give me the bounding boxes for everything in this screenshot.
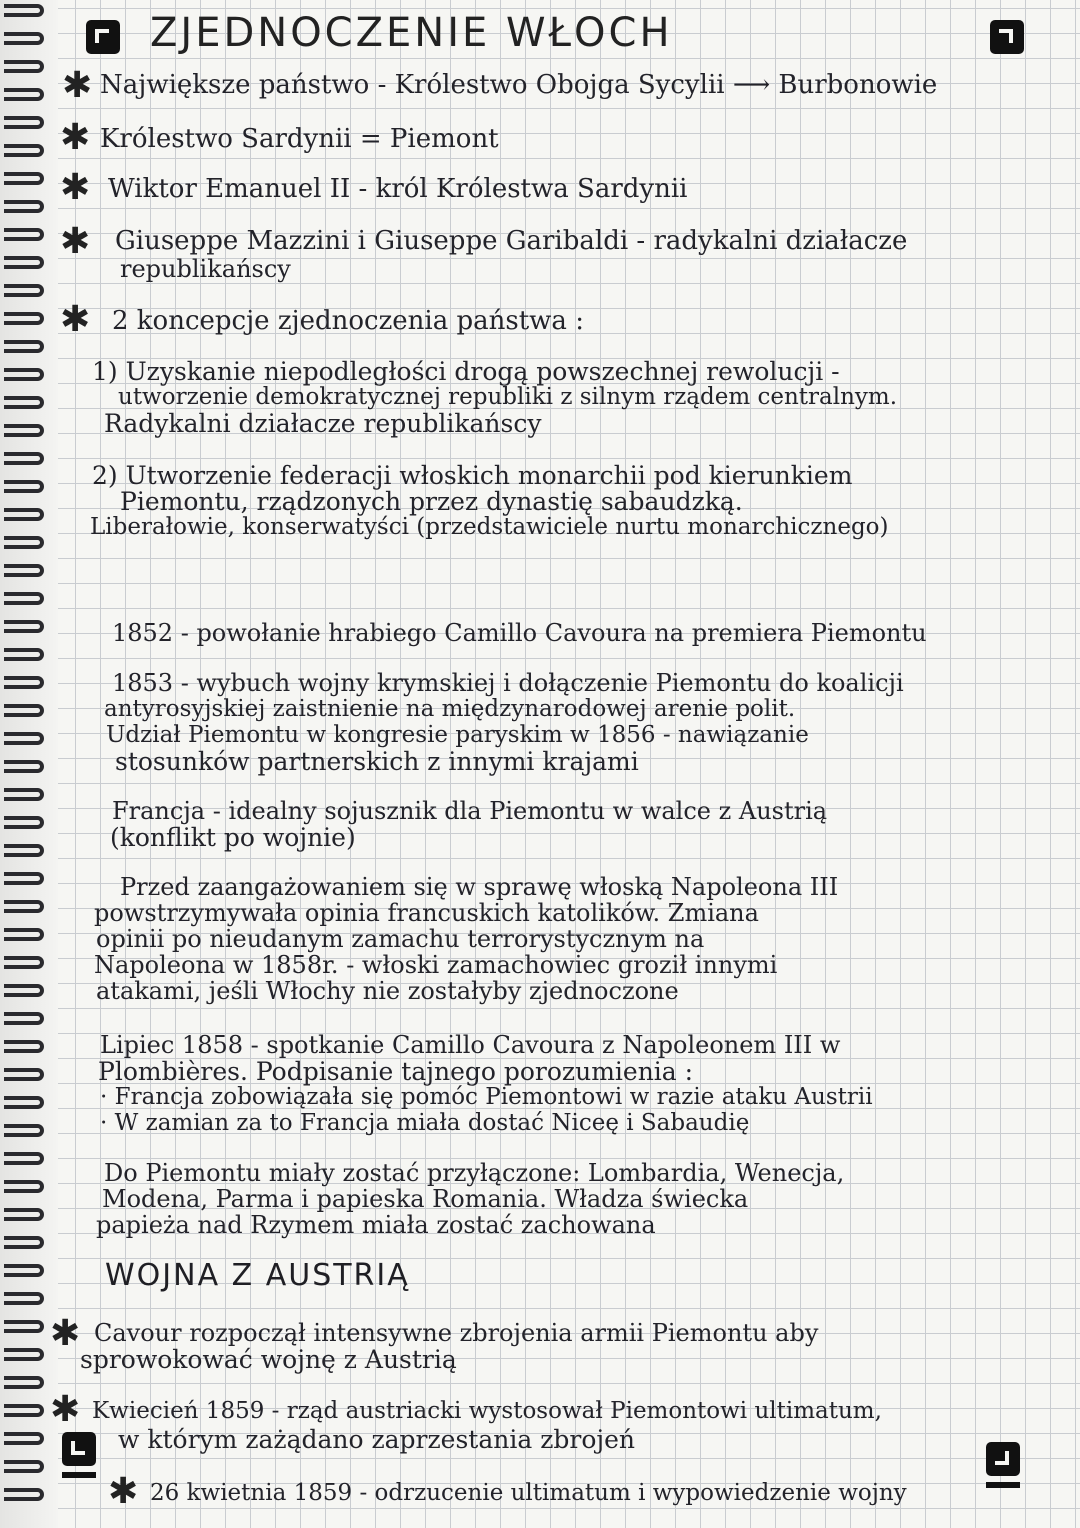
spiral-ring [4,928,44,941]
spiral-ring [4,816,44,829]
spiral-ring [4,788,44,801]
spiral-ring [4,256,44,269]
spiral-ring [4,1488,44,1501]
scan-corner-bar-bottom-left [62,1472,96,1478]
spiral-ring [4,956,44,969]
note-line: 26 kwietnia 1859 - odrzucenie ultimatum i wypowiedzenie wojny [150,1480,907,1506]
note-line: utworzenie demokratycznej republiki z silnym rządem centralnym. [118,384,898,410]
spiral-ring [4,88,44,101]
note-line: atakami, jeśli Włochy nie zostałyby zjednoczone [96,977,679,1005]
spiral-ring [4,396,44,409]
note-line: Plombières. Podpisanie tajnego porozumienia : [98,1057,694,1086]
spiral-ring [4,508,44,521]
spiral-ring [4,872,44,885]
scan-corner-mark-top-left [86,20,120,54]
spiral-ring [4,312,44,325]
spiral-ring [4,172,44,185]
spiral-ring [4,116,44,129]
spiral-ring [4,1404,44,1417]
spiral-ring [4,1208,44,1221]
spiral-ring [4,1432,44,1445]
note-line: antyrosyjskiej zaistnienie na międzynarodowej arenie polit. [104,696,796,722]
note-line: 2) Utworzenie federacji włoskich monarchii pod kierunkiem [92,461,853,490]
spiral-ring [4,368,44,381]
note-line: Królestwo Sardynii = Piemont [100,124,499,154]
note-line: Napoleona w 1858r. - włoski zamachowiec groził innymi [94,951,778,979]
note-line: Liberałowie, konserwatyści (przedstawiciele nurtu monarchicznego) [90,514,889,540]
note-line: Największe państwo - Królestwo Obojga Sycylii ⟶ Burbonowie [100,70,938,100]
note-line: stosunków partnerskich z innymi krajami [115,747,639,776]
note-line: 1) Uzyskanie niepodległości drogą powszechnej rewolucji - [92,357,840,386]
spiral-ring [4,648,44,661]
spiral-ring [4,592,44,605]
spiral-ring [4,844,44,857]
spiral-ring [4,60,44,73]
note-line: (konflikt po wojnie) [110,823,356,852]
spiral-ring [4,340,44,353]
spiral-ring [4,676,44,689]
spiral-ring [4,1460,44,1473]
note-line: 1853 - wybuch wojny krymskiej i dołączenie Piemontu do koalicji [112,669,904,697]
note-line: Lipiec 1858 - spotkanie Camillo Cavoura z Napoleonem III w [100,1031,841,1059]
spiral-ring [4,1068,44,1081]
spiral-ring [4,1292,44,1305]
spiral-ring [4,452,44,465]
note-line: powstrzymywała opinia francuskich katolików. Zmiana [94,899,759,927]
note-line: Piemontu, rządzonych przez dynastię sabaudzką. [120,487,743,516]
spiral-ring [4,1348,44,1361]
spiral-ring [4,1236,44,1249]
spiral-ring [4,200,44,213]
scan-corner-mark-top-right [990,20,1024,54]
note-line: papieża nad Rzymem miała zostać zachowana [96,1211,656,1239]
bullet-star-icon: ✱ [50,1313,81,1354]
spiral-ring [4,1152,44,1165]
bullet-star-icon: ✱ [50,1389,81,1430]
spiral-ring [4,284,44,297]
spiral-ring [4,1180,44,1193]
spiral-ring [4,536,44,549]
bullet-star-icon: ✱ [108,1471,139,1512]
scan-corner-mark-bottom-right [986,1442,1020,1476]
note-line: Giuseppe Mazzini i Giuseppe Garibaldi - radykalni działacze [115,226,908,256]
note-line: Udział Piemontu w kongresie paryskim w 1856 - nawiązanie [106,722,809,748]
note-line: · W zamian za to Francja miała dostać Niceę i Sabaudię [100,1110,750,1136]
bullet-star-icon: ✱ [60,299,91,340]
bullet-star-icon: ✱ [60,117,91,158]
spiral-ring [4,480,44,493]
note-line: republikańscy [120,255,291,283]
note-line: · Francja zobowiązała się pomóc Piemontowi w razie ataku Austrii [100,1084,873,1110]
bullet-star-icon: ✱ [60,167,91,208]
spiral-ring [4,704,44,717]
spiral-ring [4,1264,44,1277]
note-line: Modena, Parma i papieska Romania. Władza świecka [102,1185,749,1213]
spiral-ring [4,564,44,577]
note-line: sprowokować wojnę z Austrią [80,1345,457,1374]
note-line: w którym zażądano zaprzestania zbrojeń [118,1425,636,1454]
note-line: Kwiecień 1859 - rząd austriacki wystosował Piemontowi ultimatum, [92,1398,882,1424]
spiral-ring [4,732,44,745]
spiral-ring [4,1376,44,1389]
spiral-ring [4,4,44,17]
note-line: Przed zaangażowaniem się w sprawę włoską Napoleona III [120,873,839,901]
spiral-ring [4,1096,44,1109]
bullet-star-icon: ✱ [62,65,93,106]
page-title: ZJEDNOCZENIE WŁOCH [150,10,673,56]
spiral-ring [4,32,44,45]
note-line: 1852 - powołanie hrabiego Camillo Cavoura na premiera Piemontu [112,619,927,647]
scan-corner-mark-bottom-left [62,1432,96,1466]
note-line: 2 koncepcje zjednoczenia państwa : [112,306,584,336]
note-line: Francja - idealny sojusznik dla Piemontu w walce z Austrią [112,797,828,825]
spiral-ring [4,760,44,773]
spiral-ring [4,424,44,437]
spiral-ring [4,984,44,997]
spiral-ring [4,1320,44,1333]
spiral-ring [4,620,44,633]
note-line: Cavour rozpoczął intensywne zbrojenia armii Piemontu aby [94,1319,819,1347]
section-heading: WOJNA Z AUSTRIĄ [105,1258,410,1293]
bullet-star-icon: ✱ [60,221,91,262]
note-line: Wiktor Emanuel II - król Królestwa Sardynii [108,174,688,204]
spiral-ring [4,1012,44,1025]
spiral-ring [4,228,44,241]
spiral-ring [4,900,44,913]
spiral-binding [0,0,58,1528]
note-line: Radykalni działacze republikańscy [104,409,542,438]
scan-corner-bar-bottom-right [986,1482,1020,1488]
spiral-ring [4,1124,44,1137]
note-line: opinii po nieudanym zamachu terrorystycznym na [96,925,705,953]
note-line: Do Piemontu miały zostać przyłączone: Lombardia, Wenecja, [104,1159,845,1187]
spiral-ring [4,144,44,157]
spiral-ring [4,1040,44,1053]
